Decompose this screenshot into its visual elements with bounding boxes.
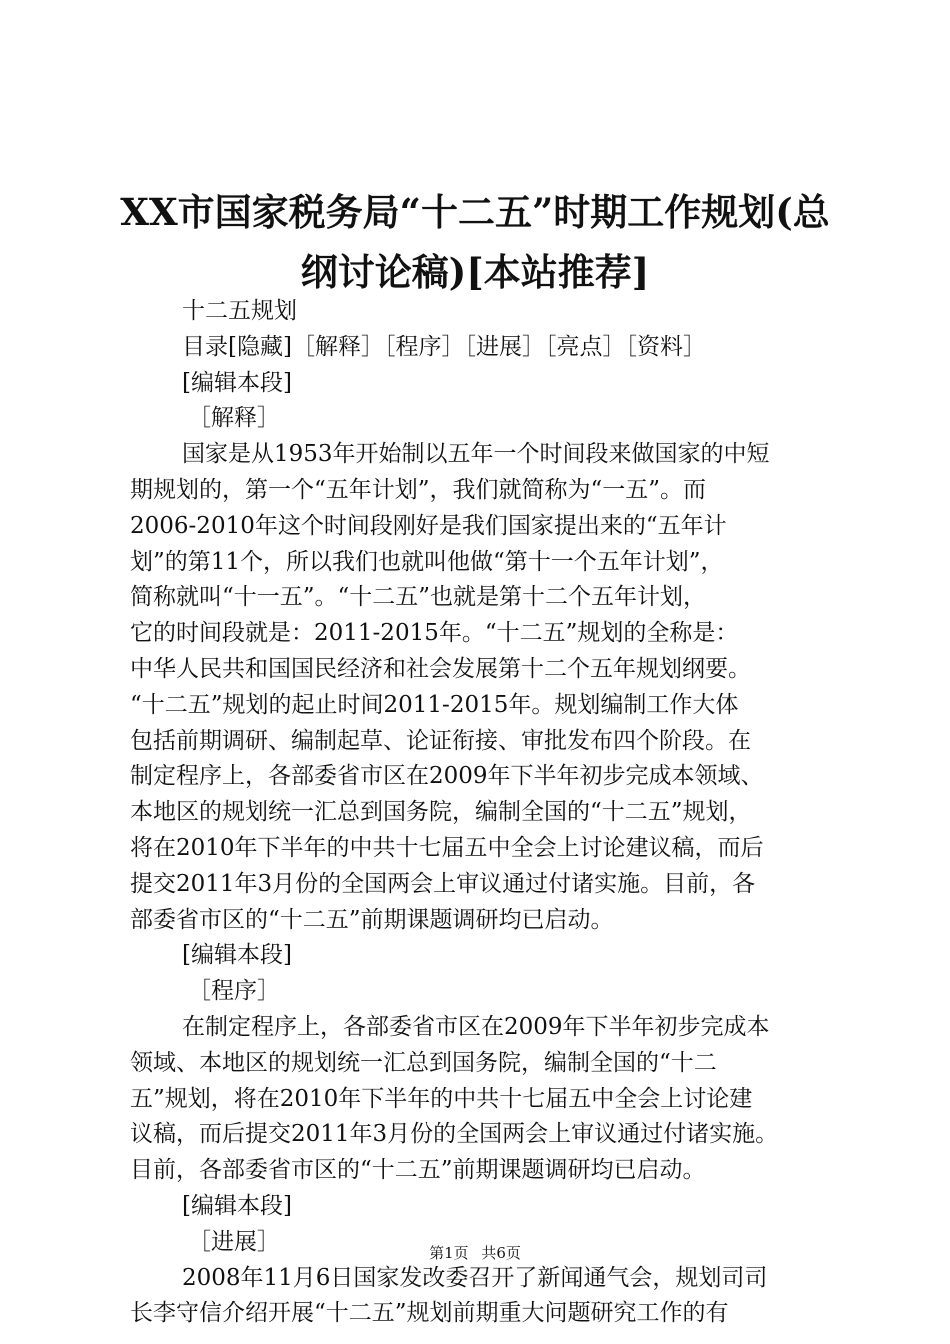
paragraph-line: 部委省市区的“十二五”前期课题调研均已启动。 [130, 906, 614, 933]
paragraph-line: 中华人民共和国国民经济和社会发展第十二个五年规划纲要。 [130, 655, 751, 682]
paragraph-line: 2006-2010年这个时间段刚好是我们国家提出来的“五年计 [130, 512, 727, 539]
section-label: ［进展］ [188, 1228, 280, 1255]
page-footer [0, 1243, 950, 1263]
paragraph-line: 领域、本地区的规划统一汇总到国务院，编制全国的“十二 [130, 1049, 717, 1076]
paragraph-line: 期规划的，第一个“五年计划”，我们就简称为“一五”。而 [130, 476, 707, 503]
section-label: ［解释］ [188, 405, 280, 432]
total-pages: 共6页 [481, 1244, 521, 1262]
paragraph-line: 长李守信介绍开展“十二五”规划前期重大问题研究工作的有 [130, 1300, 729, 1327]
paragraph-line: 议稿，而后提交2011年3月份的全国两会上审议通过付诸实施。 [130, 1121, 779, 1148]
edit-section-link: [编辑本段] [182, 369, 292, 396]
paragraph-line: 划”的第11个，所以我们也就叫他做“第十一个五年计划”， [130, 548, 724, 575]
edit-section-link: [编辑本段] [182, 1192, 292, 1219]
page-number: 第1页 [429, 1244, 469, 1262]
paragraph-line: “十二五”规划的起止时间2011-2015年。规划编制工作大体 [130, 691, 739, 718]
document-body [130, 294, 830, 1332]
section-heading: 十二五规划 [182, 298, 297, 324]
paragraph-line: 目前，各部委省市区的“十二五”前期课题调研均已启动。 [130, 1157, 706, 1184]
paragraph-line: 本地区的规划统一汇总到国务院，编制全国的“十二五”规划， [130, 799, 752, 826]
edit-section-link: [编辑本段] [182, 942, 292, 969]
paragraph-line: 2008年11月6日国家发改委召开了新闻通气会，规划司司 [182, 1264, 768, 1291]
paragraph-line: 在制定程序上，各部委省市区在2009年下半年初步完成本 [182, 1013, 770, 1040]
section-label: ［程序］ [188, 978, 280, 1005]
document-title: XX市国家税务局“十二五”时期工作规划(总纲讨论稿)[本站推荐] [120, 190, 830, 294]
paragraph-line: 包括前期调研、编制起草、论证衔接、审批发布四个阶段。在 [130, 727, 751, 754]
paragraph-line: 国家是从1953年开始制以五年一个时间段来做国家的中短 [182, 441, 770, 468]
paragraph-line: 五”规划，将在2010年下半年的中共十七届五中全会上讨论建 [130, 1085, 753, 1112]
paragraph-line: 提交2011年3月份的全国两会上审议通过付诸实施。目前，各 [130, 870, 756, 897]
table-of-contents: 目录[隐藏]［解释］［程序］［进展］［亮点］［资料］ [182, 333, 706, 360]
paragraph-line: 将在2010年下半年的中共十七届五中全会上讨论建议稿，而后 [130, 834, 764, 861]
paragraph-line: 简称就叫“十一五”。“十二五”也就是第十二个五年计划， [130, 584, 707, 611]
paragraph-line: 它的时间段就是：2011-2015年。“十二五”规划的全称是： [130, 620, 739, 647]
paragraph-line: 制定程序上，各部委省市区在2009年下半年初步完成本领域、 [130, 763, 764, 790]
